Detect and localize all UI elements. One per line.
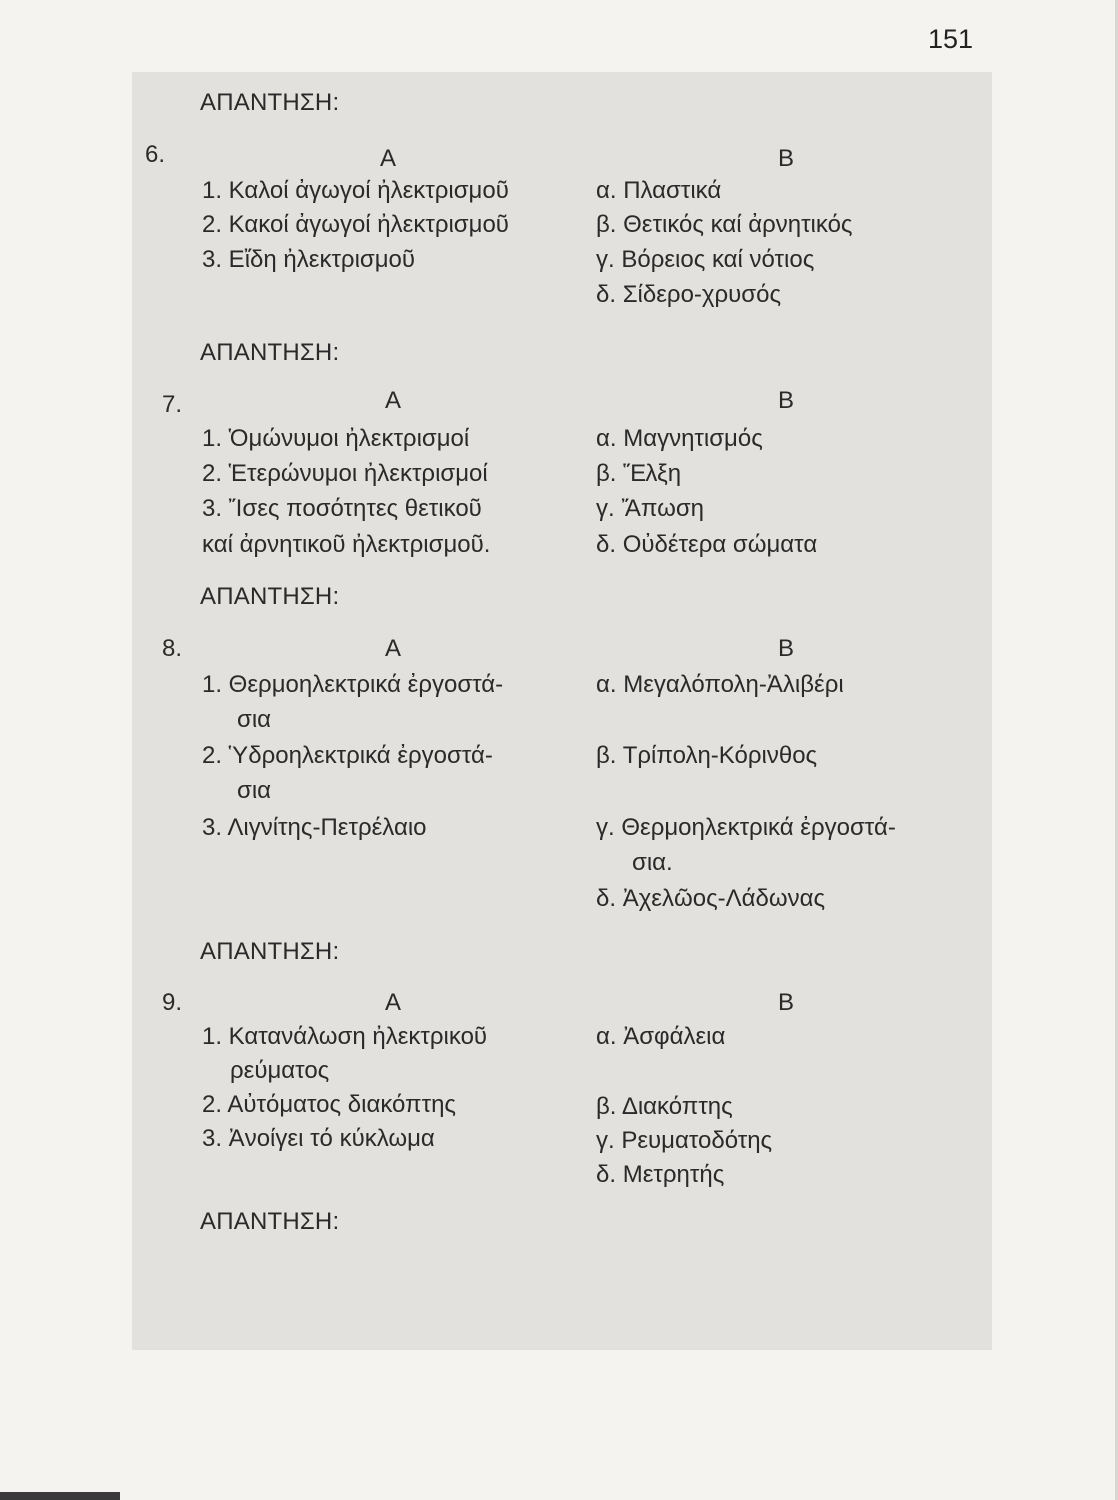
q6-item-b4: δ. Σίδερο-χρυσός: [596, 281, 782, 308]
column-header-a: Α: [385, 387, 402, 414]
answer-label: ΑΠΑΝΤΗΣΗ:: [200, 938, 340, 965]
q6-item-b2: β. Θετικός καί ἀρνητικός: [596, 211, 853, 238]
q9-item-b2: β. Διακόπτης: [596, 1093, 733, 1120]
q9-item-a3: 3. Ἀνοίγει τό κύκλωμα: [202, 1125, 435, 1152]
q8-item-b3-cont: σια.: [632, 849, 673, 876]
q7-item-a3-cont: καί ἀρνητικοῦ ἠλεκτρισμοῦ.: [202, 531, 491, 558]
q8-item-b4: δ. Ἀχελῶος-Λάδωνας: [596, 885, 826, 912]
q9-item-b3: γ. Ρευματοδότης: [596, 1127, 773, 1154]
question-number-7: 7.: [162, 391, 183, 418]
q9-item-a2: 2. Αὐτόματος διακόπτης: [202, 1091, 456, 1118]
q6-item-a2: 2. Κακοί ἀγωγοί ἠλεκτρισμοῦ: [202, 211, 509, 238]
q8-item-a1-cont: σια: [237, 706, 272, 733]
q9-item-b1: α. Ἀσφάλεια: [596, 1023, 726, 1050]
q7-item-b4: δ. Οὐδέτερα σώματα: [596, 531, 818, 558]
page-number: 151: [928, 24, 974, 54]
q8-item-a2: 2. Ὑδροηλεκτρικά ἐργοστά-: [202, 742, 493, 769]
answer-label: ΑΠΑΝΤΗΣΗ:: [200, 583, 340, 610]
q9-item-a1: 1. Κατανάλωση ἠλεκτρικοῦ: [202, 1023, 488, 1050]
q8-item-b1: α. Μεγαλόπολη-Ἀλιβέρι: [596, 671, 844, 698]
answer-label: ΑΠΑΝΤΗΣΗ:: [200, 1208, 340, 1235]
q7-item-b2: β. Ἕλξη: [596, 460, 682, 487]
q7-item-a1: 1. Ὁμώνυμοι ἠλεκτρισμοί: [202, 425, 470, 452]
q8-item-a1: 1. Θερμοηλεκτρικά ἐργοστά-: [202, 671, 504, 698]
q9-item-a1-cont: ρεύματος: [230, 1057, 330, 1084]
column-header-b: Β: [778, 387, 795, 414]
q7-item-b1: α. Μαγνητισμός: [596, 425, 763, 452]
answer-label: ΑΠΑΝΤΗΣΗ:: [200, 89, 340, 116]
column-header-a: Α: [385, 989, 402, 1016]
column-header-b: Β: [778, 635, 795, 662]
q9-item-b4: δ. Μετρητής: [596, 1161, 725, 1188]
question-number-8: 8.: [162, 635, 183, 662]
binding-shadow: [0, 1492, 120, 1500]
q8-item-b2: β. Τρίπολη-Κόρινθος: [596, 742, 818, 769]
column-header-b: Β: [778, 145, 795, 172]
question-number-6: 6.: [145, 141, 166, 168]
q8-item-b3: γ. Θερμοηλεκτρικά ἐργοστά-: [596, 814, 896, 841]
q6-item-a1: 1. Καλοί ἀγωγοί ἠλεκτρισμοῦ: [202, 177, 509, 204]
q6-item-b3: γ. Βόρειος καί νότιος: [596, 246, 815, 273]
column-header-a: Α: [380, 145, 397, 172]
q7-item-b3: γ. Ἄπωση: [596, 495, 704, 522]
column-header-a: Α: [385, 635, 402, 662]
q7-item-a2: 2. Ἑτερώνυμοι ἠλεκτρισμοί: [202, 460, 488, 487]
q8-item-a3: 3. Λιγνίτης-Πετρέλαιο: [202, 814, 427, 841]
q6-item-a3: 3. Εἴδη ἠλεκτρισμοῦ: [202, 246, 416, 273]
question-number-9: 9.: [162, 989, 183, 1016]
q7-item-a3: 3. Ἴσες ποσότητες θετικοῦ: [202, 495, 482, 522]
column-header-b: Β: [778, 989, 795, 1016]
q8-item-a2-cont: σια: [237, 777, 272, 804]
q6-item-b1: α. Πλαστικά: [596, 177, 722, 204]
answer-label: ΑΠΑΝΤΗΣΗ:: [200, 339, 340, 366]
